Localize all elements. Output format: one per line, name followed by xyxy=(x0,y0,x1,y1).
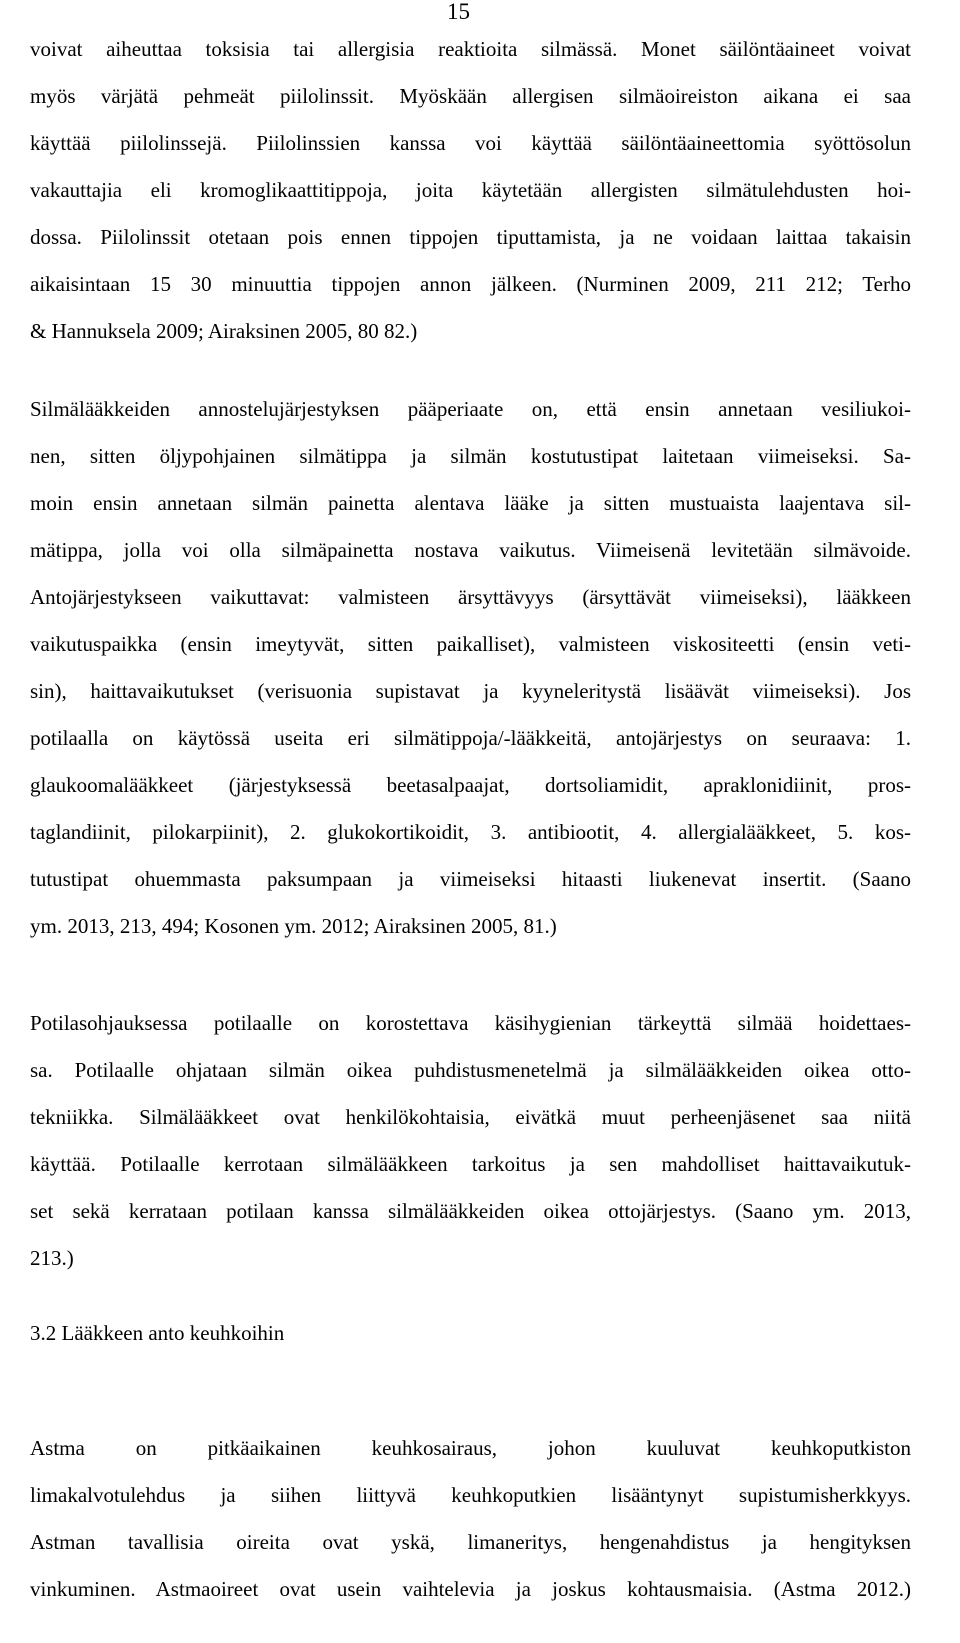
text-line: taglandiinit, pilokarpiinit), 2. glukokortikoidit, 3. antibiootit, 4. allergialääkkeet, 5. kos- xyxy=(30,820,911,844)
text-line: Astman tavallisia oireita ovat yskä, limaneritys, hengenahdistus ja hengityksen xyxy=(30,1530,911,1554)
text-line: Astma on pitkäaikainen keuhkosairaus, johon kuuluvat keuhkoputkiston xyxy=(30,1436,911,1460)
text-line: Potilasohjauksessa potilaalle on korostettava käsihygienian tärkeyttä silmää hoidettaes- xyxy=(30,1011,911,1035)
text-line: 213.) xyxy=(30,1246,74,1270)
text-line: vinkuminen. Astmaoireet ovat usein vaihtelevia ja joskus kohtausmaisia. (Astma 2012.) xyxy=(30,1577,911,1601)
text-line: myös värjätä pehmeät piilolinssit. Myöskään allergisen silmäoireiston aikana ei saa xyxy=(30,84,911,108)
text-line: vaikutuspaikka (ensin imeytyvät, sitten paikalliset), valmisteen viskositeetti (ensin veti- xyxy=(30,632,911,656)
text-line: dossa. Piilolinssit otetaan pois ennen tippojen tiputtamista, ja ne voidaan laittaa takaisin xyxy=(30,225,911,249)
text-line: nen, sitten öljypohjainen silmätippa ja silmän kostutustipat laitetaan viimeiseksi. Sa- xyxy=(30,444,911,468)
text-line: aikaisintaan 15 30 minuuttia tippojen annon jälkeen. (Nurminen 2009, 211 212; Terho xyxy=(30,272,911,296)
page-number: 15 xyxy=(447,0,470,24)
text-line: moin ensin annetaan silmän painetta alentava lääke ja sitten mustuaista laajentava sil- xyxy=(30,491,911,515)
text-line: ym. 2013, 213, 494; Kosonen ym. 2012; Airaksinen 2005, 81.) xyxy=(30,914,557,938)
text-line: vakauttajia eli kromoglikaattitippoja, joita käytetään allergisten silmätulehdusten hoi- xyxy=(30,178,911,202)
text-line: glaukoomalääkkeet (järjestyksessä beetasalpaajat, dortsoliamidit, apraklonidiinit, pros- xyxy=(30,773,911,797)
paragraph-administration-order xyxy=(30,386,911,950)
text-line: mätippa, jolla voi olla silmäpainetta nostava vaikutus. Viimeisenä levitetään silmävoide. xyxy=(30,538,911,562)
text-line: tekniikka. Silmälääkkeet ovat henkilökohtaisia, eivätkä muut perheenjäsenet saa niitä xyxy=(30,1105,911,1129)
text-line: potilaalla on käytössä useita eri silmätippoja/-lääkkeitä, antojärjestys on seuraava: 1. xyxy=(30,726,911,750)
paragraph-asthma xyxy=(30,1425,911,1613)
text-line: käyttää piilolinssejä. Piilolinssien kanssa voi käyttää säilöntäaineettomia syöttösolun xyxy=(30,131,911,155)
text-line: & Hannuksela 2009; Airaksinen 2005, 80 82.) xyxy=(30,319,418,343)
text-line: käyttää. Potilaalle kerrotaan silmälääkkeen tarkoitus ja sen mahdolliset haittavaikutuk- xyxy=(30,1152,911,1176)
text-line: sin), haittavaikutukset (verisuonia supistavat ja kyyneleritystä lisäävät viimeiseksi). Jos xyxy=(30,679,911,703)
section-heading: 3.2 Lääkkeen anto keuhkoihin xyxy=(30,1321,285,1345)
text-line: Antojärjestykseen vaikuttavat: valmisteen ärsyttävyys (ärsyttävät viimeiseksi), lääkkeen xyxy=(30,585,911,609)
text-line: voivat aiheuttaa toksisia tai allergisia reaktioita silmässä. Monet säilöntäaineet voivat xyxy=(30,37,911,61)
paragraph-contact-lenses xyxy=(30,26,911,355)
text-line: set sekä kerrataan potilaan kanssa silmälääkkeiden oikea ottojärjestys. (Saano ym. 2013, xyxy=(30,1199,911,1223)
paragraph-patient-guidance xyxy=(30,1000,911,1282)
text-line: sa. Potilaalle ohjataan silmän oikea puhdistusmenetelmä ja silmälääkkeiden oikea otto- xyxy=(30,1058,911,1082)
text-line: limakalvotulehdus ja siihen liittyvä keuhkoputkien lisääntynyt supistumisherkkyys. xyxy=(30,1483,911,1507)
text-line: tutustipat ohuemmasta paksumpaan ja viimeiseksi hitaasti liukenevat insertit. (Saano xyxy=(30,867,911,891)
text-line: Silmälääkkeiden annostelujärjestyksen pääperiaate on, että ensin annetaan vesiliukoi- xyxy=(30,397,911,421)
